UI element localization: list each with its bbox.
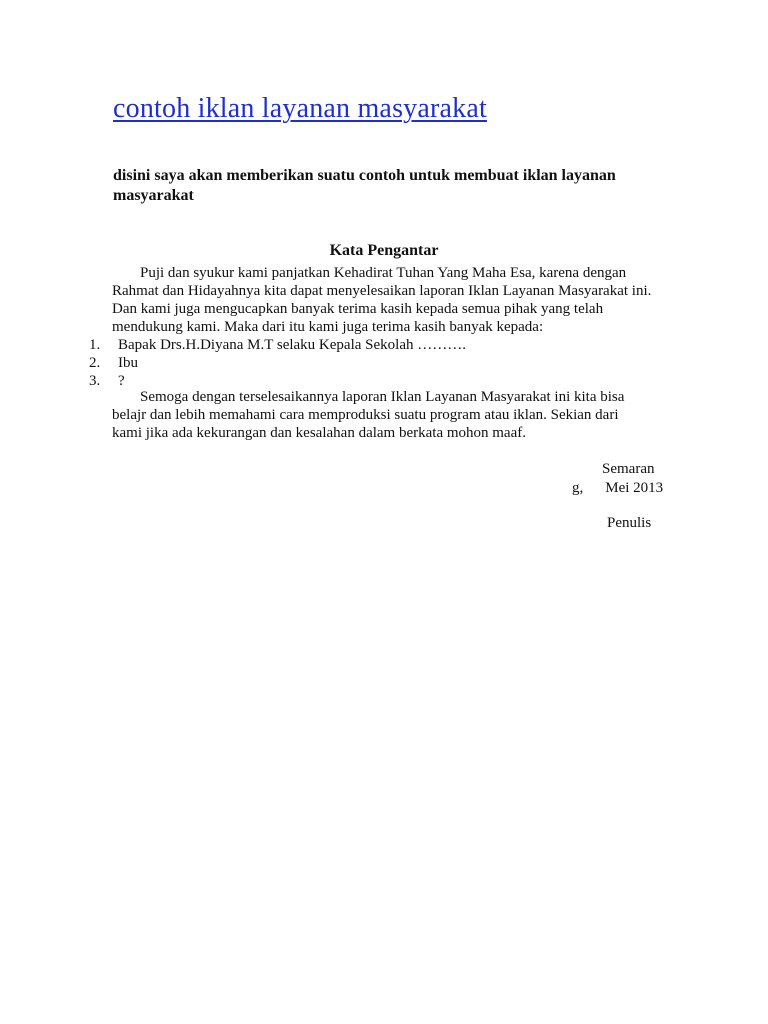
signature-city: Semaran xyxy=(602,461,655,477)
section-heading: Kata Pengantar xyxy=(329,242,439,259)
list-item-text: Bapak Drs.H.Diyana M.T selaku Kepala Sekolah ………. xyxy=(118,337,466,353)
list-item-text: Ibu xyxy=(118,355,138,371)
signature-writer: Penulis xyxy=(607,515,652,531)
paragraph-closing: Semoga dengan terselesaikannya laporan Iklan Layanan Masyarakat ini kita bisa belajr dan lebih memahami cara memproduksi suatu program atau iklan. Sekian dari kami jika ada kekurangan dan kesalahan dalam berkata mohon maaf. xyxy=(112,389,625,441)
page-title-link[interactable]: contoh iklan layanan masyarakat xyxy=(113,93,487,124)
list-item-number: 1. xyxy=(89,337,101,353)
list-item-text: ? xyxy=(118,373,125,389)
paragraph-opening: Puji dan syukur kami panjatkan Kehadirat Tuhan Yang Maha Esa, karena dengan Rahmat dan Hidayahnya kita dapat menyelesaikan laporan Iklan Layanan Masyarakat ini. Dan kami juga mengucapkan banyak terima kasih kepada semua pihak yang telah mendukung kami. Maka dari itu kami juga terima kasih banyak kepada: xyxy=(112,265,652,335)
signature-date: Mei 2013 xyxy=(605,480,664,496)
signature-date-line xyxy=(572,479,663,497)
intro-text: disini saya akan memberikan suatu contoh untuk membuat iklan layanan masyarakat xyxy=(113,167,616,204)
list-item-number: 3. xyxy=(89,373,101,389)
list-item-number: 2. xyxy=(89,355,101,371)
signature-city-suffix: g, xyxy=(572,480,584,496)
